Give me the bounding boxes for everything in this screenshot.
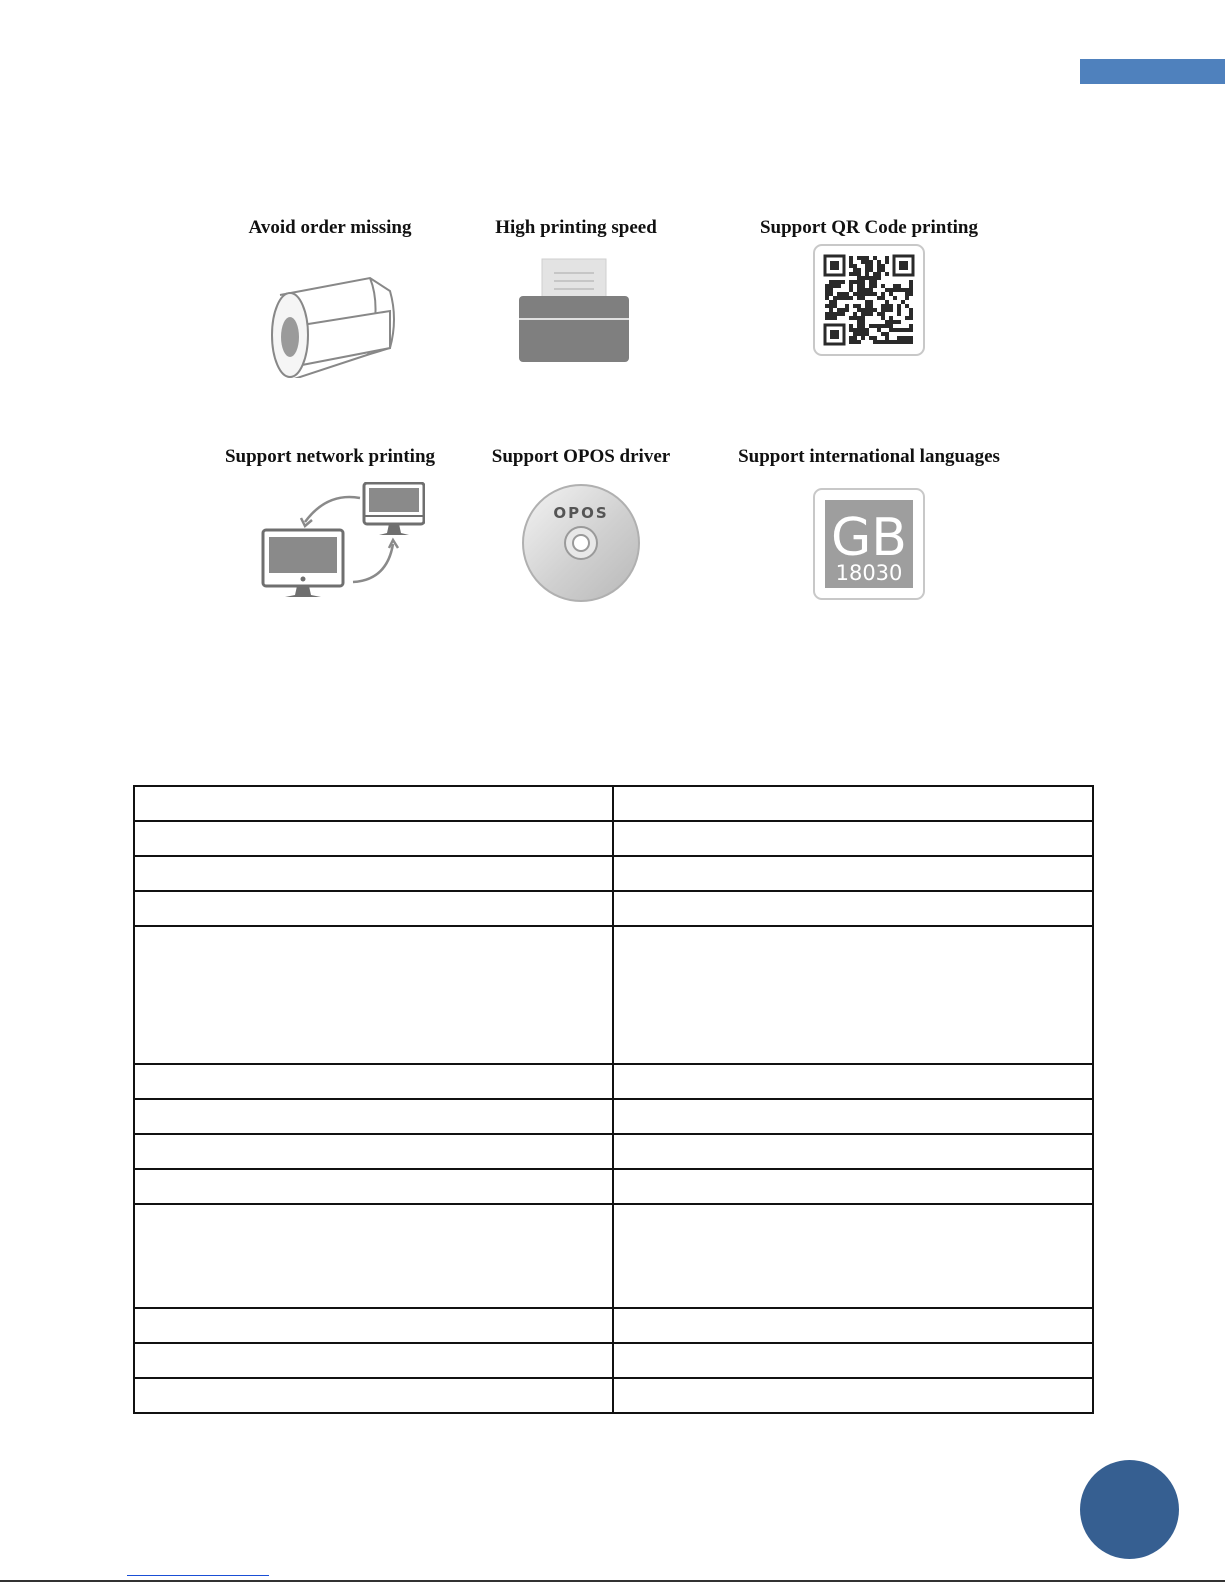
qr-module [857, 308, 861, 312]
qr-module [885, 260, 889, 264]
qr-module [829, 284, 833, 288]
qr-module [853, 332, 857, 336]
qr-module [877, 340, 881, 344]
qr-module [901, 340, 905, 344]
qr-module [885, 336, 889, 340]
qr-module [865, 288, 869, 292]
qr-module [829, 288, 833, 292]
table-cell [613, 1064, 1093, 1099]
qr-module [841, 292, 845, 296]
qr-module [909, 340, 913, 344]
qr-module [869, 312, 873, 316]
qr-module [905, 336, 909, 340]
qr-module [897, 340, 901, 344]
qr-module [865, 308, 869, 312]
qr-code-icon [813, 244, 925, 356]
qr-module [873, 276, 877, 280]
gb18030-badge-icon [813, 488, 925, 600]
qr-module [861, 280, 865, 284]
qr-module [873, 280, 877, 284]
qr-module [849, 256, 853, 260]
qr-module [853, 304, 857, 308]
qr-module [885, 300, 889, 304]
qr-module [897, 308, 901, 312]
qr-module [865, 276, 869, 280]
qr-module [905, 340, 909, 344]
qr-module [869, 264, 873, 268]
qr-module [853, 272, 857, 276]
qr-module [849, 340, 853, 344]
qr-module [869, 300, 873, 304]
qr-module [865, 256, 869, 260]
feature-international-languages [719, 446, 1019, 600]
qr-module [837, 292, 841, 296]
qr-module [861, 296, 865, 300]
feature-high-printing-speed [426, 217, 726, 363]
qr-module [833, 316, 837, 320]
qr-module [869, 260, 873, 264]
qr-module [905, 316, 909, 320]
qr-module [877, 272, 881, 276]
feature-title: Support international languages [738, 446, 1000, 467]
qr-module [869, 280, 873, 284]
qr-module [881, 340, 885, 344]
qr-module [893, 328, 897, 332]
qr-module [897, 304, 901, 308]
qr-module [853, 336, 857, 340]
qr-module [841, 280, 845, 284]
qr-module [877, 312, 881, 316]
table-row [134, 1169, 1093, 1204]
qr-module [881, 268, 885, 272]
qr-module [861, 312, 865, 316]
qr-module [865, 292, 869, 296]
qr-module [869, 276, 873, 280]
qr-module [857, 268, 861, 272]
qr-module [893, 296, 897, 300]
qr-module [833, 304, 837, 308]
qr-module [829, 316, 833, 320]
qr-module [865, 300, 869, 304]
qr-module [837, 280, 841, 284]
qr-module [905, 292, 909, 296]
qr-module [869, 268, 873, 272]
qr-module [825, 284, 829, 288]
qr-module [861, 336, 865, 340]
qr-module [841, 312, 845, 316]
table-row [134, 1308, 1093, 1343]
qr-module [861, 276, 865, 280]
qr-module [849, 324, 853, 328]
qr-module [825, 316, 829, 320]
qr-module [881, 308, 885, 312]
table-row [134, 1099, 1093, 1134]
qr-module [861, 292, 865, 296]
qr-module [853, 280, 857, 284]
qr-module [889, 304, 893, 308]
feature-title: Support OPOS driver [491, 446, 671, 467]
qr-module [889, 292, 893, 296]
qr-module [877, 296, 881, 300]
qr-module [877, 264, 881, 268]
qr-module [885, 288, 889, 292]
qr-module [889, 316, 893, 320]
qr-module [905, 304, 909, 308]
qr-module [909, 324, 913, 328]
qr-module [881, 292, 885, 296]
qr-module [897, 288, 901, 292]
qr-module [857, 272, 861, 276]
table-cell [613, 1204, 1093, 1308]
qr-module [901, 328, 905, 332]
qr-module [905, 296, 909, 300]
qr-module [885, 340, 889, 344]
table-cell [613, 891, 1093, 926]
qr-module [857, 328, 861, 332]
feature-title: Support network printing [224, 446, 436, 467]
qr-module [885, 332, 889, 336]
table-cell [613, 821, 1093, 856]
table-cell [613, 1343, 1093, 1378]
qr-module [893, 284, 897, 288]
table-cell [613, 1169, 1093, 1204]
qr-module [873, 336, 877, 340]
qr-module [881, 312, 885, 316]
qr-module [877, 324, 881, 328]
qr-module [833, 280, 837, 284]
qr-module [833, 312, 837, 316]
qr-module [881, 324, 885, 328]
table-cell [134, 1204, 613, 1308]
qr-module [861, 260, 865, 264]
qr-module [869, 292, 873, 296]
qr-module [909, 288, 913, 292]
qr-module [853, 316, 857, 320]
qr-module [857, 276, 861, 280]
table-row [134, 1204, 1093, 1308]
qr-module [889, 320, 893, 324]
table-row [134, 786, 1093, 821]
qr-module [865, 328, 869, 332]
table-cell [134, 1378, 613, 1413]
qr-module [865, 332, 869, 336]
qr-module [881, 296, 885, 300]
qr-module [833, 300, 837, 304]
qr-module [829, 308, 833, 312]
qr-module [853, 312, 857, 316]
table-cell [134, 786, 613, 821]
qr-module [857, 316, 861, 320]
qr-module [857, 288, 861, 292]
feature-title: High printing speed [495, 217, 657, 238]
qr-module [901, 288, 905, 292]
qr-module [829, 280, 833, 284]
qr-module [873, 340, 877, 344]
qr-module [869, 304, 873, 308]
table-cell [613, 1099, 1093, 1134]
qr-module [849, 288, 853, 292]
qr-module [885, 256, 889, 260]
qr-module [865, 268, 869, 272]
qr-module [857, 304, 861, 308]
qr-module [857, 320, 861, 324]
qr-module [909, 328, 913, 332]
qr-module [909, 292, 913, 296]
table-cell [134, 891, 613, 926]
qr-module [909, 316, 913, 320]
feature-title: Support QR Code printing [759, 217, 979, 238]
qr-module [861, 288, 865, 292]
qr-module [853, 328, 857, 332]
qr-module [825, 296, 829, 300]
table-cell [613, 1308, 1093, 1343]
qr-module [865, 272, 869, 276]
table-cell [613, 926, 1093, 1064]
qr-module [825, 288, 829, 292]
table-row [134, 926, 1093, 1064]
table-row [134, 891, 1093, 926]
qr-module [909, 312, 913, 316]
qr-module [869, 336, 873, 340]
feature-title: Avoid order missing [248, 217, 412, 238]
qr-module [889, 308, 893, 312]
qr-module [893, 320, 897, 324]
table-row [134, 1343, 1093, 1378]
gb-label: GB [831, 508, 907, 568]
paper-roll-icon [250, 253, 410, 378]
qr-module [901, 336, 905, 340]
qr-module [861, 328, 865, 332]
qr-module [897, 284, 901, 288]
qr-module [885, 272, 889, 276]
table-cell [134, 821, 613, 856]
qr-module [861, 284, 865, 288]
qr-module [825, 304, 829, 308]
qr-module [849, 296, 853, 300]
qr-module [865, 260, 869, 264]
qr-module [869, 324, 873, 328]
qr-module [889, 328, 893, 332]
table-cell [613, 856, 1093, 891]
qr-module [857, 296, 861, 300]
spec-table [133, 785, 1094, 1414]
table-cell [134, 1343, 613, 1378]
qr-module [841, 296, 845, 300]
qr-module [861, 316, 865, 320]
qr-module [865, 312, 869, 316]
qr-module [869, 288, 873, 292]
opos-disc-icon [520, 482, 642, 604]
qr-module [873, 256, 877, 260]
table-row [134, 1064, 1093, 1099]
qr-module [881, 332, 885, 336]
qr-module [849, 316, 853, 320]
table-cell [613, 1378, 1093, 1413]
qr-module [849, 336, 853, 340]
qr-module [857, 284, 861, 288]
qr-module [877, 276, 881, 280]
qr-module [889, 340, 893, 344]
qr-module [865, 264, 869, 268]
header-accent-bar [1080, 59, 1225, 84]
qr-module [905, 288, 909, 292]
qr-module [837, 296, 841, 300]
table-row [134, 1378, 1093, 1413]
qr-module [889, 288, 893, 292]
qr-module [885, 320, 889, 324]
qr-module [885, 308, 889, 312]
qr-module [829, 292, 833, 296]
qr-module [885, 304, 889, 308]
qr-module [857, 280, 861, 284]
qr-module [857, 340, 861, 344]
table-cell [134, 926, 613, 1064]
qr-module [909, 284, 913, 288]
qr-module [881, 264, 885, 268]
qr-module [869, 284, 873, 288]
qr-module [837, 312, 841, 316]
gb-number-label: 18030 [835, 561, 903, 585]
qr-module [861, 256, 865, 260]
qr-module [833, 296, 837, 300]
qr-module [861, 320, 865, 324]
qr-module [873, 324, 877, 328]
qr-module [841, 308, 845, 312]
qr-module [873, 308, 877, 312]
qr-module [869, 308, 873, 312]
qr-module [829, 312, 833, 316]
table-row [134, 856, 1093, 891]
qr-module [849, 272, 853, 276]
networked-computers-icon [235, 482, 425, 602]
qr-module [833, 284, 837, 288]
qr-module [845, 308, 849, 312]
qr-module [877, 260, 881, 264]
qr-module [857, 256, 861, 260]
qr-module [857, 324, 861, 328]
qr-module [865, 304, 869, 308]
qr-module [897, 336, 901, 340]
qr-module [837, 308, 841, 312]
qr-module [897, 328, 901, 332]
qr-module [837, 284, 841, 288]
qr-module [877, 268, 881, 272]
table-cell [134, 1064, 613, 1099]
qr-module [845, 304, 849, 308]
qr-module [829, 300, 833, 304]
qr-module [897, 312, 901, 316]
qr-module [877, 328, 881, 332]
page-number-badge [1080, 1460, 1179, 1559]
qr-module [829, 304, 833, 308]
qr-module [825, 312, 829, 316]
qr-module [861, 332, 865, 336]
qr-module [853, 340, 857, 344]
qr-module [909, 308, 913, 312]
qr-module [873, 292, 877, 296]
qr-module [885, 324, 889, 328]
table-cell [134, 1308, 613, 1343]
qr-module [893, 288, 897, 292]
feature-qr-code-printing [719, 217, 1019, 356]
qr-module [881, 284, 885, 288]
qr-module [861, 324, 865, 328]
qr-module [849, 260, 853, 264]
table-cell [134, 856, 613, 891]
opos-label: OPOS [553, 504, 609, 522]
qr-module [881, 316, 885, 320]
qr-module [857, 332, 861, 336]
qr-module [905, 328, 909, 332]
qr-module [873, 272, 877, 276]
footer-rule [0, 1580, 1225, 1582]
qr-module [873, 284, 877, 288]
table-cell [134, 1169, 613, 1204]
qr-module [849, 328, 853, 332]
table-cell [613, 1134, 1093, 1169]
qr-module [893, 340, 897, 344]
table-cell [134, 1134, 613, 1169]
qr-module [853, 292, 857, 296]
feature-opos-driver [431, 446, 731, 604]
qr-module [881, 304, 885, 308]
printer-icon [511, 253, 641, 363]
qr-module [849, 280, 853, 284]
qr-module [845, 296, 849, 300]
table-cell [134, 1099, 613, 1134]
table-row [134, 1134, 1093, 1169]
footer-link-underline[interactable] [127, 1575, 269, 1576]
qr-module [845, 292, 849, 296]
table-cell [613, 786, 1093, 821]
qr-module [909, 280, 913, 284]
qr-module [889, 324, 893, 328]
qr-module [849, 284, 853, 288]
qr-module [857, 292, 861, 296]
qr-module [825, 292, 829, 296]
qr-module [861, 308, 865, 312]
qr-module [853, 268, 857, 272]
qr-module [853, 264, 857, 268]
qr-module [901, 300, 905, 304]
table-row [134, 821, 1093, 856]
qr-module [897, 320, 901, 324]
qr-module [849, 264, 853, 268]
qr-module [909, 336, 913, 340]
